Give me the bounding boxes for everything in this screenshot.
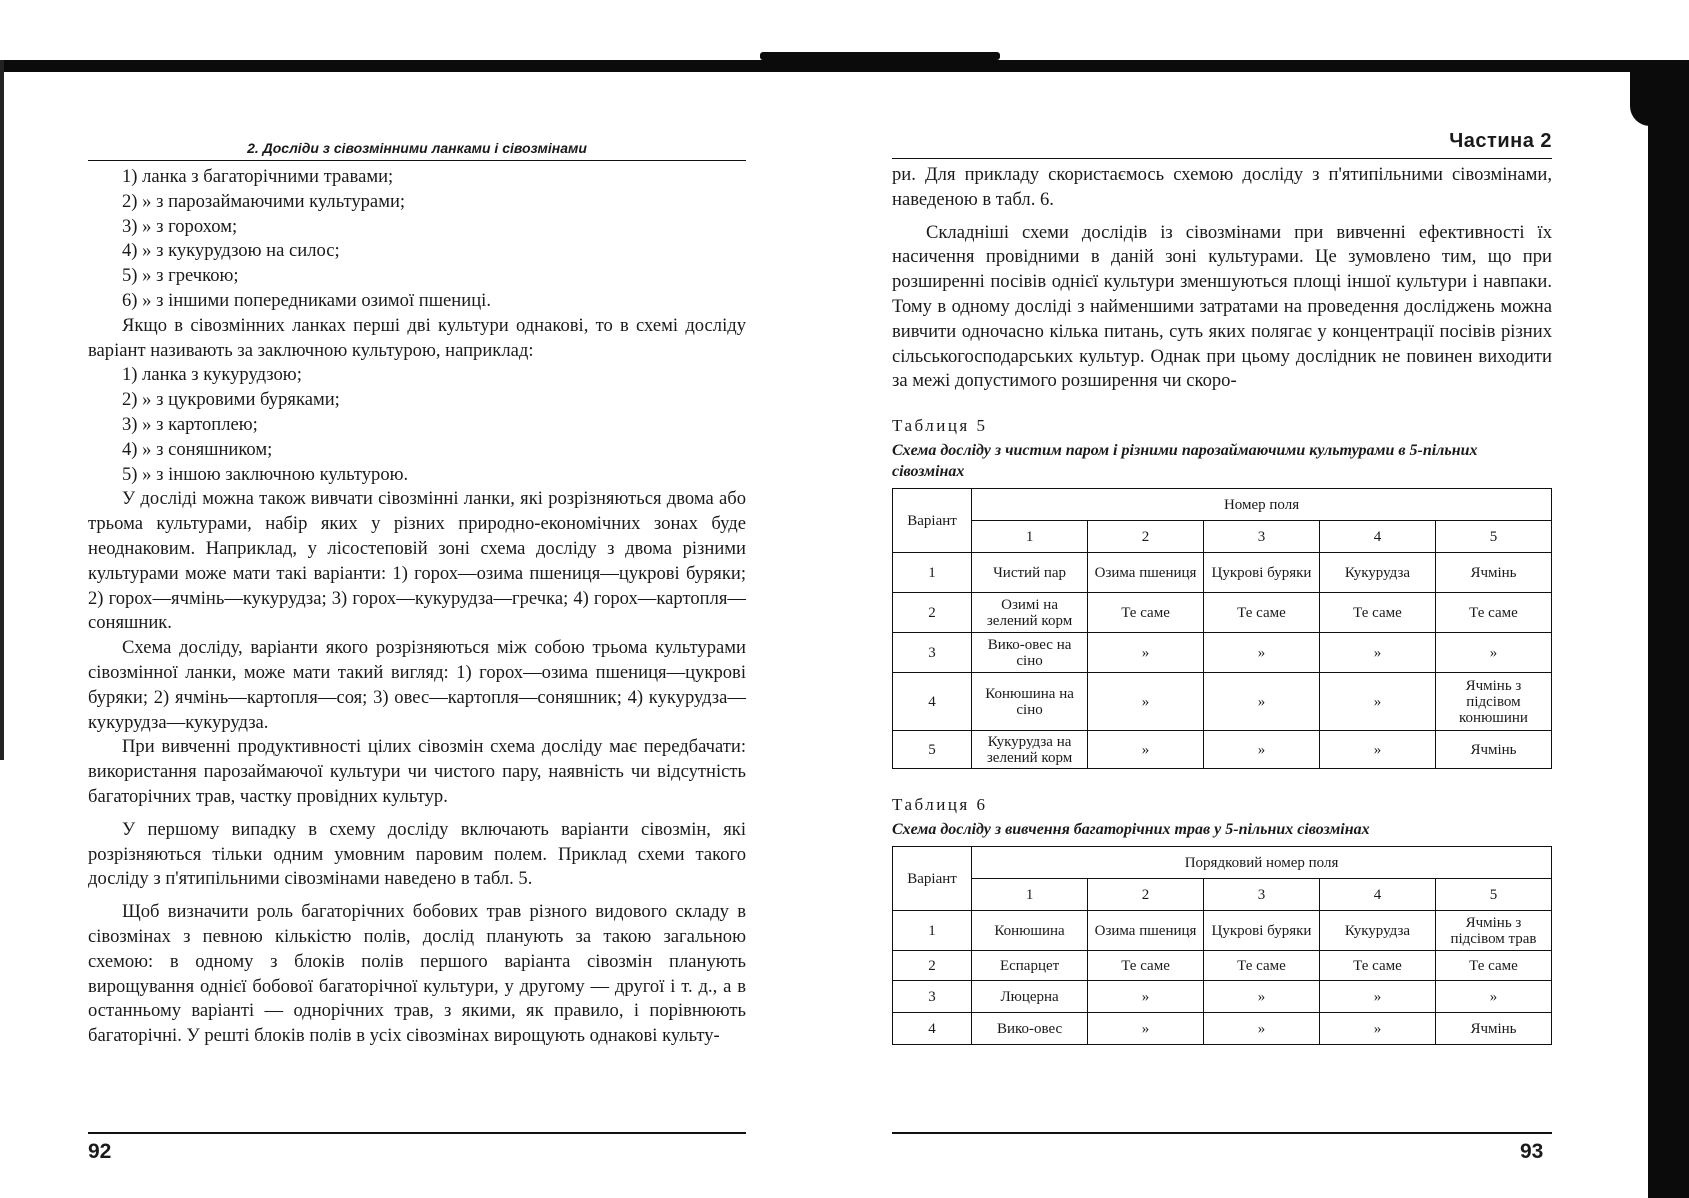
table-cell: »: [1088, 731, 1204, 769]
table-row: [893, 553, 1552, 593]
variant-cell: 2: [893, 593, 972, 633]
scan-edge-top-spine: [760, 52, 1000, 60]
table5-label: Таблиця 5: [892, 416, 988, 436]
table-cell: Озима пшениця: [1088, 553, 1204, 593]
paragraph: Якщо в сівозмінних ланках перші дві культури однакові, то в схемі досліду варіант називають за заключною культурою, наприклад:: [88, 314, 746, 361]
variant-cell: 2: [893, 951, 972, 981]
table-cell: »: [1319, 673, 1435, 731]
table-cell: Те саме: [1204, 951, 1320, 981]
table-cell: »: [1319, 731, 1435, 769]
paragraph: Складніші схеми дослідів із сівозмінами при вивченні ефективності їх насичення провідними в даній зоні культурами. Це зумовлено тим, що при розширенні посівів однієї культури зменшуються площі іншої культури і навпаки. Тому в одному досліді з найменшими затратами на проведення досліджень можна вивчити одночасно кілька питань, суть яких полягає у концентрації посівів різних сільськогосподарських культур. Однак при цьому дослідник не повинен виходити за межі допустимого розширення чи скоро-: [892, 221, 1552, 392]
list-item: 5) » з гречкою;: [122, 265, 239, 287]
paragraph: У досліді можна також вивчати сівозмінні ланки, які розрізняються двома або трьома культурами, набір яких у різних природно-економічних зонах буде неоднаковим. Наприклад, у лісостеповій зоні схема досліду з двома різними культурами може мати такі варіанти: 1) горох—озима пшениця—цукрові буряки; 2) горох—ячмінь—кукурудза; 3) горох—кукурудза—гречка; 4) горох—картопля—соняшник.: [88, 488, 746, 634]
table6-column-header: 1: [972, 879, 1088, 911]
list-item: 5) » з іншою заключною культурою.: [122, 463, 409, 485]
right-page: [892, 130, 1552, 1045]
table-cell: »: [1319, 981, 1435, 1013]
table-cell: »: [1088, 673, 1204, 731]
table-cell: »: [1088, 981, 1204, 1013]
table5-column-header: 2: [1088, 521, 1204, 553]
table-cell: Цукрові буряки: [1204, 553, 1320, 593]
table-cell: »: [1319, 1013, 1435, 1045]
table-cell: Вико-овес на сіно: [972, 633, 1088, 673]
table6-header-variant: Варіант: [893, 847, 972, 911]
table-row: [893, 1013, 1552, 1045]
table-cell: »: [1204, 673, 1320, 731]
table-cell: Вико-овес: [972, 1013, 1088, 1045]
paragraph: При вивченні продуктивності цілих сівозмін схема досліду має передбачати: використання парозаймаючої культури чи чистого пару, наявність чи відсутність багаторічних трав, частку провідних культур.: [88, 736, 746, 807]
table5-header-group: Номер поля: [972, 489, 1552, 521]
paragraph: Схема досліду, варіанти якого розрізняються між собою трьома культурами сівозмінної ланки, може мати такий вигляд: 1) горох—озима пшениця—цукрові буряки; 2) ячмінь—картопля—соя; 3) овес—картопля—соняшник; 4) кукурудза—кукурудза—кукурудза.: [88, 637, 746, 733]
table-cell: Те саме: [1204, 593, 1320, 633]
paragraph: У першому випадку в схему досліду включають варіанти сівозмін, які розрізняються тільки одним умовним паровим полем. Приклад схеми такого досліду з п'ятипільними сівозмінами наведено в табл. 5.: [88, 818, 746, 890]
left-page-number: 92: [88, 1140, 112, 1163]
table-cell: Кукурудза на зелений корм: [972, 731, 1088, 769]
variant-cell: 5: [893, 731, 972, 769]
table6: [892, 846, 1552, 1045]
list-item: 2) » з парозаймаючими культурами;: [122, 190, 406, 212]
list-item: 1) ланка з кукурудзою;: [122, 364, 302, 386]
variant-cell: 3: [893, 633, 972, 673]
table-cell: Люцерна: [972, 981, 1088, 1013]
right-page-number: 93: [1520, 1140, 1544, 1163]
table-cell: »: [1088, 1013, 1204, 1045]
table-row: [893, 981, 1552, 1013]
list-item: 3) » з картоплею;: [122, 413, 258, 435]
list-item: 4) » з кукурудзою на силос;: [122, 240, 340, 262]
table-cell: Кукурудза: [1319, 553, 1435, 593]
table6-column-header: 4: [1319, 879, 1435, 911]
variant-cell: 4: [893, 673, 972, 731]
table6-label: Таблиця 6: [892, 795, 988, 815]
table5-column-header: 3: [1204, 521, 1320, 553]
table5: [892, 488, 1552, 769]
table6-column-header: 5: [1435, 879, 1551, 911]
variant-cell: 3: [893, 981, 972, 1013]
table-cell: Те саме: [1435, 951, 1551, 981]
scan-edge-right: [1648, 60, 1689, 1198]
scan-edge-top: [0, 60, 1650, 72]
table-cell: Конюшина: [972, 911, 1088, 951]
table5-header-variant: Варіант: [893, 489, 972, 553]
left-running-head: 2. Досліди з сівозмінними ланками і сівозмінами: [88, 130, 746, 161]
table6-title: Схема досліду з вивчення багаторічних трав у 5-пільних сівозмінах: [892, 821, 1370, 839]
table-row: [893, 673, 1552, 731]
list-item: 6) » з іншими попередниками озимої пшениці.: [122, 289, 491, 311]
left-bottom-rule: [88, 1132, 746, 1134]
table-cell: Цукрові буряки: [1204, 911, 1320, 951]
table-cell: »: [1435, 981, 1551, 1013]
table-row: [893, 731, 1552, 769]
table-cell: Кукурудза: [1319, 911, 1435, 951]
table-cell: »: [1319, 633, 1435, 673]
right-bottom-rule: [892, 1132, 1552, 1134]
table5-title: Схема досліду з чистим паром і різними парозаймаючими культурами в 5-пільних сівозмінах: [892, 442, 1478, 481]
table-cell: Те саме: [1319, 951, 1435, 981]
table-row: [893, 951, 1552, 981]
table-cell: Конюшина на сіно: [972, 673, 1088, 731]
left-page: [88, 130, 746, 1049]
table-cell: Озима пшениця: [1088, 911, 1204, 951]
table5-column-header: 5: [1435, 521, 1551, 553]
table-cell: »: [1204, 981, 1320, 1013]
table-cell: Ячмінь: [1435, 731, 1551, 769]
table-cell: »: [1204, 633, 1320, 673]
variant-cell: 1: [893, 553, 972, 593]
table-cell: »: [1204, 1013, 1320, 1045]
list-item: 2) » з цукровими буряками;: [122, 389, 340, 411]
table-row: [893, 633, 1552, 673]
table6-header-group: Порядковий номер поля: [972, 847, 1552, 879]
table-cell: »: [1204, 731, 1320, 769]
table5-column-header: 4: [1319, 521, 1435, 553]
list-item: 1) ланка з багаторічними травами;: [122, 166, 394, 187]
scan-edge-left: [0, 60, 4, 760]
table-cell: Еспарцет: [972, 951, 1088, 981]
table-row: [893, 911, 1552, 951]
right-page-text: [892, 163, 1552, 394]
table-cell: Чистий пар: [972, 553, 1088, 593]
left-page-text: [88, 165, 746, 1049]
table-cell: Те саме: [1435, 593, 1551, 633]
table5-column-header: 1: [972, 521, 1088, 553]
table-row: [893, 593, 1552, 633]
table-cell: Ячмінь з підсівом трав: [1435, 911, 1551, 951]
table-cell: Те саме: [1088, 593, 1204, 633]
paragraph: Щоб визначити роль багаторічних бобових трав різного видового складу в сівозмінах з певною кількістю полів, дослід планують за такою загальною схемою: в одному з блоків полів першого варіанта сівозмін планують вирощування однієї бобової багаторічної культури, у другому — другої і т. д., а в останньому варіанті — однорічних трав, з якими, як правило, і порівнюють багаторічні. У решті блоків полів в усіх сівозмінах вирощують однакові культу-: [88, 901, 746, 1047]
paragraph: ри. Для прикладу скористаємось схемою досліду з п'ятипільними сівозмінами, наведеною в табл. 6.: [892, 164, 1552, 210]
table-cell: Ячмінь: [1435, 1013, 1551, 1045]
variant-cell: 4: [893, 1013, 972, 1045]
table-cell: »: [1088, 633, 1204, 673]
variant-cell: 1: [893, 911, 972, 951]
table6-column-header: 2: [1088, 879, 1204, 911]
right-running-head: Частина 2: [892, 130, 1552, 159]
table-cell: Те саме: [1088, 951, 1204, 981]
table-cell: Ячмінь з підсівом конюшини: [1435, 673, 1551, 731]
table-cell: Озимі на зелений корм: [972, 593, 1088, 633]
table-cell: Ячмінь: [1435, 553, 1551, 593]
list-item: 4) » з соняшником;: [122, 438, 273, 460]
table-cell: »: [1435, 633, 1551, 673]
table6-column-header: 3: [1204, 879, 1320, 911]
scan-edge-corner: [1630, 66, 1660, 126]
table-cell: Те саме: [1319, 593, 1435, 633]
list-item: 3) » з горохом;: [122, 215, 238, 237]
